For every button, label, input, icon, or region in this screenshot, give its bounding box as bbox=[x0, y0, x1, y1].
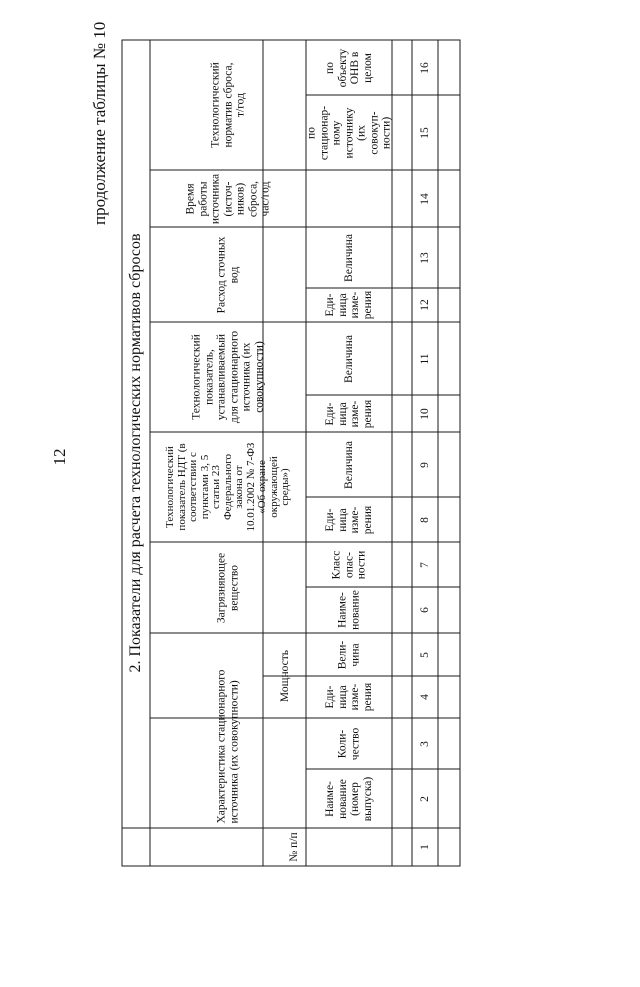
header-capacity-unit-text: Еди- ница изме- рения bbox=[324, 682, 374, 712]
colnum-6 bbox=[412, 587, 438, 633]
header-capacity-group-text: Мощность bbox=[278, 649, 291, 702]
header-name-text: Наиме- нование (номер выпуска) bbox=[324, 776, 374, 821]
header-ndt-value-text: Величина bbox=[342, 440, 355, 489]
header-no bbox=[150, 828, 438, 866]
header-flow-value-text: Величина bbox=[342, 233, 355, 282]
header-flow-group-text: Расход сточных вод bbox=[215, 236, 240, 313]
header-flow-value bbox=[306, 227, 392, 288]
colnum-15 bbox=[412, 95, 438, 170]
header-no-text: № п/п bbox=[287, 832, 300, 862]
header-tech-unit-text: Еди- ница изме- рения bbox=[324, 399, 374, 428]
header-hazard-class-text: Класс опас- ности bbox=[330, 550, 368, 579]
colnum-text: 2 bbox=[418, 795, 431, 802]
header-quantity-text: Коли- чество bbox=[336, 727, 361, 760]
colnum-text: 14 bbox=[418, 192, 431, 205]
colnum-text: 3 bbox=[418, 740, 431, 747]
colnum-text: 8 bbox=[418, 516, 431, 523]
colnum-7 bbox=[412, 542, 438, 587]
colnum-text: 12 bbox=[418, 299, 431, 311]
header-pollutant-group-text: Загрязняющее вещество bbox=[215, 552, 240, 623]
section-title bbox=[122, 40, 150, 866]
colnum-1 bbox=[412, 828, 438, 866]
header-tech-value-text: Величина bbox=[342, 334, 355, 383]
colnum-text: 15 bbox=[418, 126, 431, 139]
header-capacity-value-text: Вели- чина bbox=[336, 640, 361, 669]
colnum-text: 1 bbox=[418, 844, 431, 850]
colnum-16 bbox=[412, 40, 438, 95]
header-ndt-unit-text: Еди- ница изме- рения bbox=[324, 505, 374, 534]
colnum-text: 10 bbox=[418, 407, 431, 420]
colnum-12 bbox=[412, 288, 438, 322]
colnum-10 bbox=[412, 395, 438, 432]
colnum-9 bbox=[412, 432, 438, 497]
colnum-text: 11 bbox=[418, 352, 431, 365]
header-norm-group bbox=[150, 40, 306, 170]
colnum-text: 7 bbox=[418, 561, 431, 568]
header-ndt-group-text: Технологический показатель НДТ (в соответствии с пунктами 3, 5 статьи 23 Федерального закона от 10.01.2002 № 7-ФЗ «Об охране окружающей среды») bbox=[163, 442, 291, 532]
colnum-5 bbox=[412, 633, 438, 676]
colnum-8 bbox=[412, 497, 438, 542]
header-source-group-text: Характеристика стационарного источника (их совокупности) bbox=[215, 669, 240, 823]
colnum-text: 16 bbox=[418, 61, 431, 74]
page-number: 12 bbox=[50, 448, 69, 466]
colnum-text: 5 bbox=[418, 651, 431, 658]
colnum-13 bbox=[412, 227, 438, 288]
continuation-title-text: продолжение таблицы № 10 bbox=[90, 21, 109, 225]
colnum-text: 6 bbox=[418, 607, 431, 613]
header-work-time-text: Время работы источника (источ- ников) сброса, час/год bbox=[184, 173, 272, 224]
colnum-text: 13 bbox=[418, 251, 431, 264]
header-flow-unit-text: Еди- ница изме- рения bbox=[324, 290, 374, 320]
header-tech-group-text: Технологический показатель, устанавливаемый для стационарного источника (их совокупности) bbox=[190, 330, 265, 424]
header-norm-source-text: по стационар- ному источнику (их совокуп- ности) bbox=[305, 105, 393, 160]
header-capacity-group bbox=[263, 633, 306, 718]
colnum-text: 4 bbox=[418, 694, 431, 700]
colnum-11 bbox=[412, 322, 438, 395]
header-pollutant-name-text: Наиме- нование bbox=[336, 590, 361, 630]
header-tech-unit bbox=[306, 395, 392, 432]
colnum-2 bbox=[412, 769, 438, 828]
colnum-3 bbox=[412, 718, 438, 769]
header-norm-total bbox=[306, 40, 392, 95]
header-norm-group-text: Технологический норматив сброса, т/год bbox=[209, 62, 247, 148]
section-title-text: 2. Показатели для расчета технологических нормативов сбросов bbox=[127, 233, 144, 673]
colnum-14 bbox=[412, 170, 438, 227]
colnum-text: 9 bbox=[418, 461, 431, 468]
colnum-4 bbox=[412, 676, 438, 718]
header-norm-total-text: по объекту ОНВ в целом bbox=[324, 48, 374, 87]
